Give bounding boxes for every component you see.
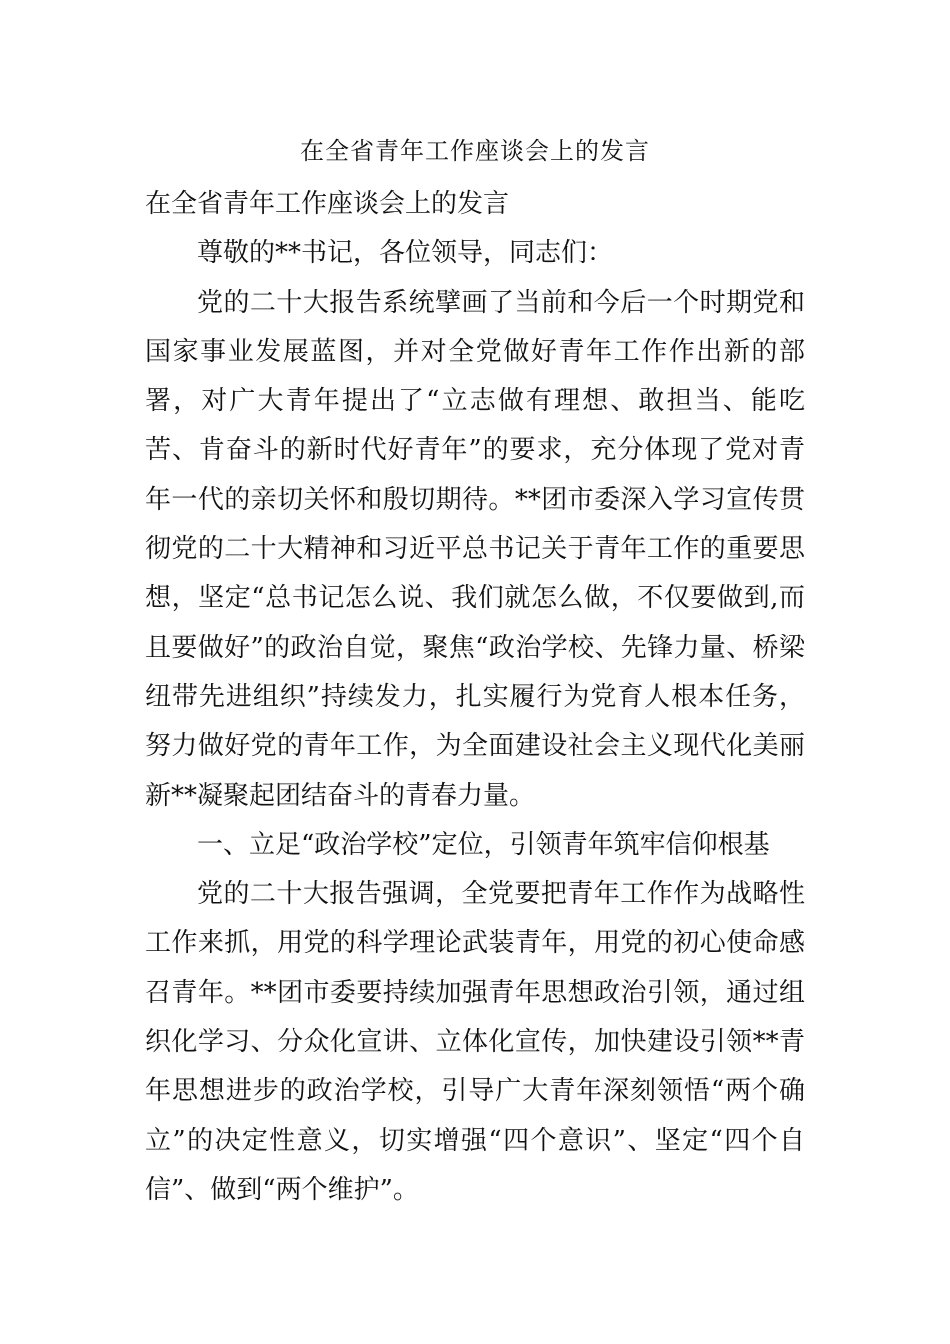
- document-body: [145, 180, 805, 1215]
- section-heading: 一、立足“政治学校”定位，引领青年筑牢信仰根基: [197, 829, 770, 860]
- paragraph-intro: 党的二十大报告系统擘画了当前和今后一个时期党和国家事业发展蓝图，并对全党做好青年工作作出新的部署，对广大青年提出了“立志做有理想、敢担当、能吃苦、肯奋斗的新时代好青年”的要求，充分体现了党对青年一代的亲切关怀和殷切期待。**团市委深入学习宣传贯彻党的二十大精神和习近平总书记关于青年工作的重要思想，坚定“总书记怎么说、我们就怎么做，不仅要做到,而且要做好”的政治自觉，聚焦“政治学校、先锋力量、桥梁纽带先进组织”持续发力，扎实履行为党育人根本任务，努力做好党的青年工作，为全面建设社会主义现代化美丽新**凝聚起团结奋斗的青春力量。: [145, 287, 805, 811]
- document-subtitle: 在全省青年工作座谈会上的发言: [145, 189, 510, 219]
- document-title: 在全省青年工作座谈会上的发言: [300, 137, 650, 165]
- paragraph-section-one: 党的二十大报告强调，全党要把青年工作作为战略性工作来抓，用党的科学理论武装青年，用党的初心使命感召青年。**团市委要持续加强青年思想政治引领，通过组织化学习、分众化宣讲、立体化宣传，加快建设引领**青年思想进步的政治学校，引导广大青年深刻领悟“两个确立”的决定性意义，切实增强“四个意识”、坚定“四个自信”、做到“两个维护”。: [145, 879, 805, 1205]
- salutation: 尊敬的**书记，各位领导，同志们：: [197, 238, 614, 269]
